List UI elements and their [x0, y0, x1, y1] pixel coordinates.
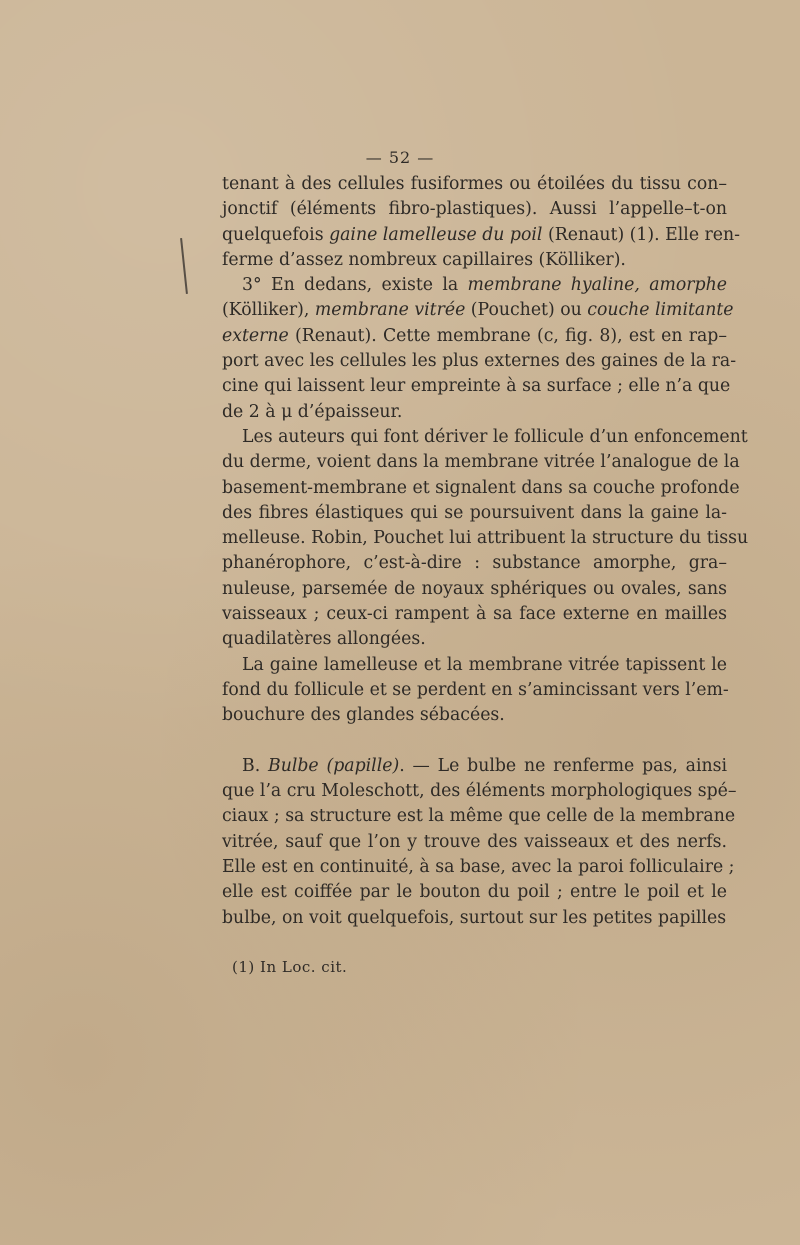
- text-line: elle est coiffée par le bouton du poil ; entre le poil et le: [222, 882, 727, 903]
- text-line: vitrée, sauf que l’on y trouve des vaisseaux et des nerfs.: [222, 831, 727, 852]
- margin-pencil-mark: [180, 238, 188, 294]
- text-line: nuleuse, parsemée de noyaux sphériques ou ovales, sans: [222, 578, 727, 599]
- text-line: bulbe, on voit quelquefois, surtout sur les petites papilles: [222, 907, 727, 928]
- text-line: fond du follicule et se perdent en s’amincissant vers l’em-: [222, 679, 729, 700]
- text-line: melleuse. Robin, Pouchet lui attribuent la structure du tissu: [222, 528, 749, 549]
- body-text: [222, 172, 749, 931]
- text-line: des fibres élastiques qui se poursuivent dans la gaine la-: [222, 502, 727, 523]
- paragraph-3: [222, 425, 749, 653]
- text-line: bouchure des glandes sébacées.: [222, 705, 505, 726]
- footnote: (1) In Loc. cit.: [232, 958, 348, 976]
- paragraph-5: [222, 754, 737, 931]
- text-line: B. Bulbe (papille). — Le bulbe ne renferme pas, ainsi: [242, 755, 727, 776]
- paragraph-4: [222, 653, 727, 729]
- text-line: Les auteurs qui font dériver le follicule d’un enfoncement: [242, 426, 748, 447]
- text-line: port avec les cellules les plus externes des gaines de la ra-: [222, 351, 737, 372]
- text-line: ferme d’assez nombreux capillaires (Kölliker).: [222, 249, 626, 270]
- text-line: jonctif (éléments fibro-plastiques). Aussi l’appelle–t-on: [222, 199, 727, 220]
- text-line: quadilatères allongées.: [222, 629, 426, 650]
- text-line: externe (Renaut). Cette membrane (c, fig. 8), est en rap–: [222, 325, 727, 346]
- text-line: du derme, voient dans la membrane vitrée l’analogue de la: [222, 452, 740, 473]
- text-line: cine qui laissent leur empreinte à sa surface ; elle n’a que: [222, 376, 731, 397]
- text-line: quelquefois gaine lamelleuse du poil (Renaut) (1). Elle ren-: [222, 224, 740, 245]
- text-line: (Kölliker), membrane vitrée (Pouchet) ou couche limitante: [222, 300, 734, 321]
- text-line: vaisseaux ; ceux-ci rampent à sa face externe en mailles: [222, 604, 727, 625]
- text-line: que l’a cru Moleschott, des éléments morphologiques spé–: [222, 781, 737, 802]
- text-line: tenant à des cellules fusiformes ou étoilées du tissu con–: [222, 174, 727, 194]
- text-line: Elle est en continuité, à sa base, avec la paroi folliculaire ;: [222, 857, 735, 878]
- paragraph-1: [222, 172, 740, 273]
- paragraph-2: [222, 273, 737, 425]
- text-line: basement-membrane et signalent dans sa couche profonde: [222, 477, 740, 498]
- text-line: ciaux ; sa structure est la même que celle de la membrane: [222, 806, 736, 827]
- section-gap: [222, 729, 727, 754]
- page-number: — 52 —: [365, 148, 435, 167]
- text-line: de 2 à μ d’épaisseur.: [222, 401, 403, 422]
- text-line: phanérophore, c’est-à-dire : substance amorphe, gra–: [222, 553, 727, 574]
- text-line: La gaine lamelleuse et la membrane vitrée tapissent le: [242, 654, 727, 675]
- text-line: 3° En dedans, existe la membrane hyaline, amorphe: [242, 275, 727, 296]
